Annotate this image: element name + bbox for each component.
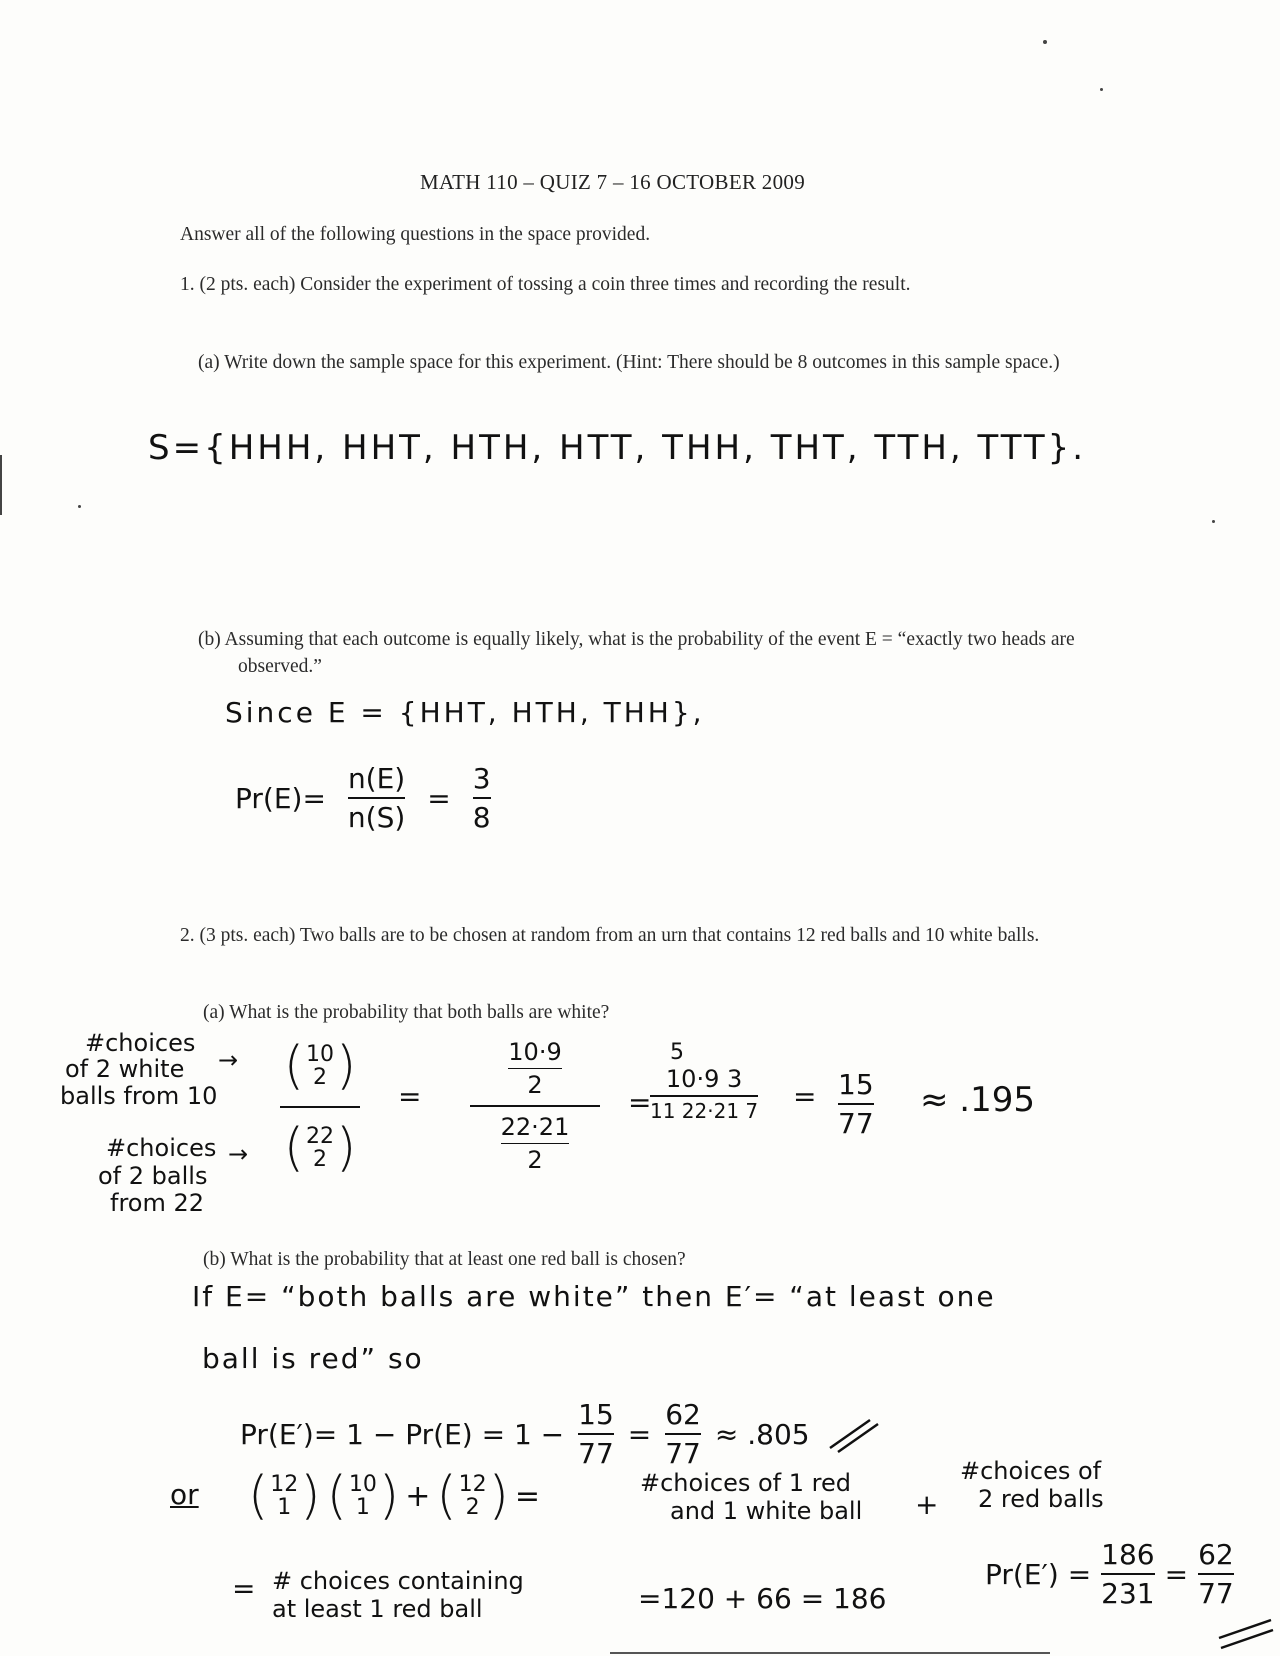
q1b-result-den: 8 [472,801,491,834]
step2-mark: 5 [670,1040,684,1065]
q2a-step1 [470,1038,600,1174]
frac-den: 231 [1101,1577,1155,1610]
fraction-bar [1101,1573,1154,1575]
q1b-since: Since E = {HHT, HTH, THH}, [225,696,705,729]
binom-10-1: ( 10 1 ) [326,1466,400,1526]
fraction-bar [348,797,405,799]
q2b-contain [272,1568,524,1623]
equals-sign: = [232,1572,256,1605]
q1b-fraction [348,762,405,834]
q2-prompt: 2. (3 pts. each) Two balls are to be chosen at random from an urn that contains 12 red balls and 10 white balls. [180,925,1040,946]
q2a-note-bottom [98,1135,216,1218]
binom-k: 2 [313,1065,327,1090]
note-line: #choices [106,1134,217,1162]
note-line: from 22 [110,1189,205,1218]
binom-top: ( 10 2 ) [283,1036,357,1096]
q1b-denominator: n(S) [347,801,406,834]
scan-speck [1100,88,1103,91]
frac-den: 77 [578,1437,614,1470]
q1b-result-num: 3 [472,762,491,795]
binom-12-2: ( 12 2 ) [436,1466,509,1526]
fraction-bar [508,1068,561,1069]
q2a-step2 [650,1040,758,1123]
fraction-bar [650,1095,758,1097]
emphasis-strokes-icon [824,1414,884,1454]
q2b-complement [240,1398,884,1470]
arrow-icon: → [218,1046,239,1074]
equals-sign: = [514,1478,541,1514]
desc-line: #choices of [960,1457,1102,1485]
note-line: of 2 balls [98,1161,208,1190]
fraction-bar [578,1433,614,1435]
binom-k: 1 [355,1495,370,1520]
q2b-desc2 [960,1458,1104,1513]
q2b-prompt: (b) What is the probability that at least one red ball is chosen? [203,1249,686,1270]
frac-num: 62 [1198,1538,1234,1571]
q2a-result-num: 15 [838,1068,874,1101]
page-edge-line [610,1652,1050,1654]
q1a-prompt: (a) Write down the sample space for this experiment. (Hint: There should be 8 outcomes in this sample space.) [198,352,1060,373]
binom-n: 10 [348,1471,377,1497]
binom-n: 10 [306,1041,334,1067]
fraction-bar [280,1106,360,1108]
q1b-pr-label: Pr(E)= [235,781,326,815]
fraction-bar [1198,1573,1234,1575]
q2b-line1: If E= “both balls are white” then E′= “at least one [192,1280,996,1313]
note-line: of 2 white [65,1055,185,1084]
step1-numerator [508,1038,561,1099]
scan-speck [0,455,2,515]
emphasis-strokes-icon [1215,1610,1275,1650]
binom-12-1: ( 12 1 ) [248,1466,321,1526]
frac-num: 15 [578,1398,614,1431]
q2a-result-den: 77 [838,1107,874,1140]
frac-den: 77 [1198,1577,1234,1610]
q1b-equals: = [427,781,451,815]
step1-denominator [501,1113,570,1174]
step2-den: 11 22·21 7 [650,1099,759,1123]
q2b-binom-expression [248,1466,541,1526]
binom-n: 22 [306,1123,334,1149]
step1-den-bot: 2 [527,1146,543,1174]
step2-num: 10·9 3 [665,1065,743,1093]
q1a-answer: S={HHH, HHT, HTH, HTT, THH, THT, TTH, TTT}. [148,428,1087,468]
fraction-bar [473,797,491,799]
note-line: balls from 10 [60,1081,218,1110]
step1-den-top: 22·21 [500,1113,570,1141]
q2b-pr-approx: ≈ .805 [714,1417,810,1451]
binom-n: 12 [270,1471,299,1497]
fraction-bar [501,1143,570,1144]
q2b-final-result [1198,1538,1234,1610]
q2a-prompt: (a) What is the probability that both balls are white? [203,1002,610,1023]
q2b-final [985,1538,1234,1610]
fraction-bar [665,1433,701,1435]
q2b-pr-frac [578,1398,614,1470]
q2a-binom-fraction [280,1036,360,1178]
binom-k: 2 [313,1147,327,1172]
plus-sign: + [405,1478,431,1514]
binom-k: 2 [465,1495,480,1520]
equals-sign: = [793,1080,817,1113]
q2b-desc1 [640,1470,862,1525]
equals-sign: = [628,1086,652,1119]
binom-bottom: ( 22 2 ) [283,1118,357,1178]
q1b-result [473,762,491,834]
desc-line: #choices of 1 red [640,1469,851,1497]
contain-line: at least 1 red ball [272,1594,483,1623]
q2b-pr-lhs: Pr(E′)= 1 − Pr(E) = 1 − [240,1417,565,1451]
instructions: Answer all of the following questions in the space provided. [180,224,651,245]
q2b-pr-result [665,1398,701,1470]
contain-line: # choices containing [272,1567,524,1595]
frac-den: 77 [665,1437,701,1470]
desc-line: and 1 white ball [670,1496,863,1525]
scan-speck [1212,520,1215,523]
q2a-result [838,1068,874,1140]
q2a-approx: ≈ .195 [920,1080,1035,1120]
q2b-final-lhs: Pr(E′) = [985,1557,1092,1591]
desc-line: 2 red balls [978,1484,1104,1513]
binom-k: 1 [277,1495,292,1520]
q2b-final-frac [1101,1538,1154,1610]
step1-num-top: 10·9 [508,1038,562,1066]
plus-sign: + [915,1488,939,1521]
q1b-probability [235,762,491,834]
note-line: #choices [85,1029,196,1057]
or-label: or [170,1478,199,1511]
scan-speck [1043,40,1047,44]
q1b-numerator: n(E) [347,762,406,795]
equals-sign: = [627,1417,652,1451]
q1-prompt: 1. (2 pts. each) Consider the experiment of tossing a coin three times and recording the result. [180,274,911,295]
fraction-bar [470,1105,600,1107]
arrow-icon: → [228,1140,249,1168]
q2a-note-top [60,1030,217,1109]
q2b-line2: ball is red” so [202,1342,424,1375]
equals-sign: = [398,1080,422,1113]
binom-n: 12 [458,1471,487,1497]
step1-num-bot: 2 [527,1071,543,1099]
q2b-sum: =120 + 66 = 186 [638,1582,887,1615]
q1b-prompt: (b) Assuming that each outcome is equally likely, what is the probability of the event E = “exactly two heads are observed.” [198,629,1075,677]
equals-sign: = [1164,1557,1189,1591]
quiz-title: MATH 110 – QUIZ 7 – 16 OCTOBER 2009 [420,170,806,194]
scan-speck [78,505,81,508]
frac-num: 186 [1101,1538,1155,1571]
frac-num: 62 [665,1398,701,1431]
fraction-bar [838,1103,874,1105]
